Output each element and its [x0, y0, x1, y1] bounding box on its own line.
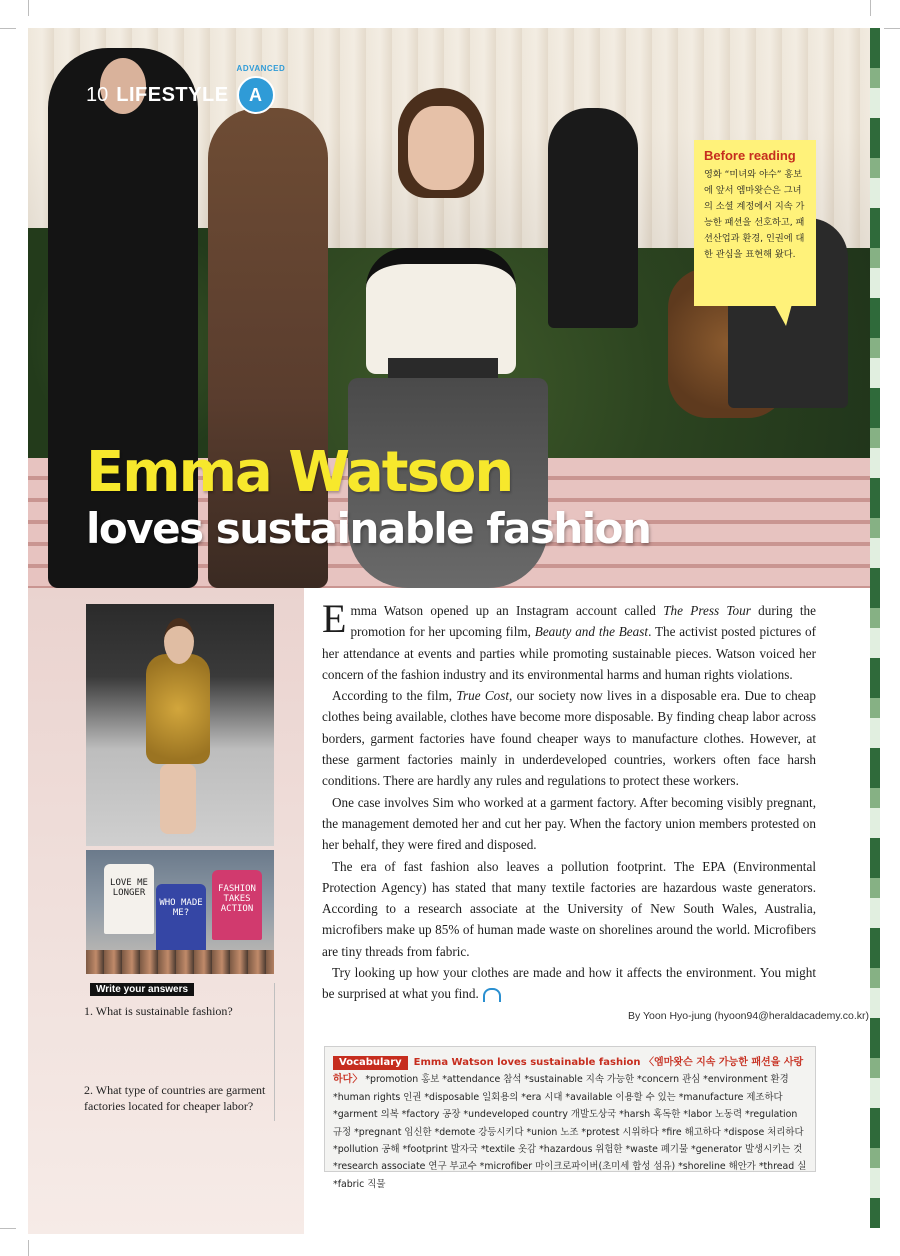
article-paragraph: The era of fast fashion also leaves a pollution footprint. The EPA (Environmental Protection Agency) has stated that many textile factories are hazardous waste generators. According to a research associate at the University of New South Wales, Australia, microfibers make up 85% of human made waste on shorelines around the world. Microfibers are tiny threads from fabric.: [322, 858, 816, 959]
vocabulary-label: Vocabulary: [333, 1056, 408, 1070]
film-title: Beauty and the Beast: [534, 624, 649, 640]
level-badge-text: ADVANCED: [236, 64, 286, 73]
headphones-icon[interactable]: [483, 988, 501, 1002]
film-title: The Press Tour: [663, 603, 751, 618]
article-text: during the promotion for her upcoming film,: [350, 603, 816, 640]
article-paragraph: [322, 685, 816, 791]
page-number: 10: [86, 83, 109, 106]
headline-line2: loves sustainable fashion: [86, 504, 651, 553]
crop-mark: [28, 1240, 29, 1256]
question-2: 2. What type of countries are garment factories located for cheaper labor?: [84, 1083, 266, 1113]
headline-line1: Emma Watson: [86, 440, 513, 505]
crop-mark: [0, 28, 16, 29]
vocabulary-list: *promotion 홍보 *attendance 참석 *sustainable 지속 가능한 *concern 관심 *environment 환경 *human rights 인권 *disposable 일회용의 *era 시대 *available 이용할 수 있는 *manufacture 제조하다 *garment 의복 *factory 공장 *undeveloped country 개발도상국 *harsh 혹독한 *labor 노동력 *regulation 규정 *pregnant 임신한 *demote 강등시키다 *union 노조 *protest 시위하다 *fire 해고하다 *dispose 처리하다 *pollution 공해 *footprint 발자국 *textile 옷감 *hazardous 위험한 *waste 폐기물 *generator 발생시키는 것 *research associate 연구 부교수 *microfiber 마이크로파이버(초미세 합성 섬유) *shoreline 해안가 *thread 실 *fabric 직물: [333, 1074, 807, 1190]
level-badge-letter: A: [249, 84, 263, 105]
shirt-love-me-longer: LOVE ME LONGER: [104, 864, 154, 934]
article-text: According to the film,: [332, 688, 457, 704]
article-paragraph: One case involves Sim who worked at a garment factory. After becoming visibly pregnant, the management demoted her and cut her pay. When the factory union members protested on her behalf, they were fired and disposed.: [322, 794, 816, 853]
level-badge-icon: [236, 64, 286, 114]
photographer-figure: [548, 108, 638, 328]
article-body: [322, 596, 817, 1005]
film-title: True Cost: [456, 688, 510, 704]
article-text: mma Watson opened up an Instagram account called: [350, 603, 664, 618]
gold-dress-photo: [86, 604, 274, 846]
crop-mark: [884, 28, 900, 29]
article-paragraph: [322, 962, 816, 1005]
crop-mark: [0, 1228, 16, 1229]
before-reading-text: 영화 “미녀와 야수” 홍보에 앞서 엠마왓슨은 그녀의 소셜 계정에서 지속 가능한 패션을 선호하고, 패션산업과 환경, 인권에 대한 관심을 표현해 왔다.: [704, 169, 805, 260]
drop-cap: E: [322, 596, 347, 641]
shirt-fashion-takes-action: FASHION TAKES ACTION: [212, 870, 262, 940]
before-reading-note: [694, 140, 816, 306]
write-answers-label: Write your answers: [90, 983, 194, 996]
question-1: 1. What is sustainable fashion?: [84, 1004, 233, 1018]
byline: By Yoon Hyo-jung (hyoon94@heraldacademy.co.kr): [628, 1010, 870, 1022]
vocabulary-box: [324, 1046, 816, 1190]
protest-shirts-photo: [86, 850, 274, 974]
section-title: LIFESTYLE: [116, 83, 229, 106]
article-text: . The activist posted pictures of her attendance at events and parties while promoting sustainable pieces. Watson voiced her concern of the fashion industry and its environmental harms and human rights violations.: [322, 624, 817, 682]
article-paragraph: [322, 596, 817, 685]
section-header: [86, 64, 286, 114]
before-reading-title: Before reading: [704, 148, 796, 163]
vocabulary-heading: Emma Watson loves sustainable fashion 〈엠마왓슨 지속 가능한 패션을 사랑하다〉: [333, 1057, 804, 1086]
page-edge-stripe: [870, 28, 880, 1228]
crop-mark: [28, 0, 29, 16]
shirt-who-made-me: WHO MADE ME?: [156, 884, 206, 954]
answer-divider: [274, 983, 275, 1121]
article-text: Try looking up how your clothes are made and how it affects the environment. You might be surprised at what you find.: [322, 965, 816, 1002]
article-text: , our society now lives in a disposable era. Due to cheap clothes being available, clothes have become more disposable. By finding cheap labor across borders, garment factories have found cheaper ways to manufacture clothes. However, at these garment factories mainly in underdeveloped countries, workers often face harsh conditions. There are hardly any rules and regulations to protect these workers.: [322, 688, 816, 789]
crop-mark: [870, 0, 871, 16]
crowd: [86, 950, 274, 974]
